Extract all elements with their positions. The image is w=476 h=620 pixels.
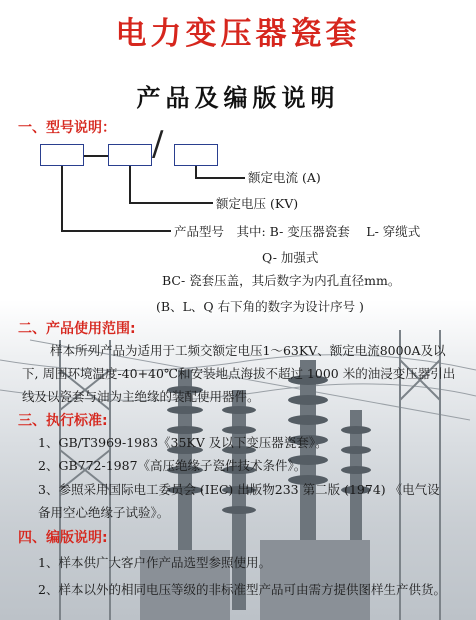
label-product-model: 产品型号 其中: B- 变压器瓷套 L- 穿缆式 [174, 224, 421, 239]
section3-heading: 三、执行标准: [18, 413, 108, 429]
leader-voltage-h [129, 202, 213, 204]
section1-heading: 一、型号说明： [18, 120, 116, 136]
standard-1: 1、GB/T3969-1983《35KV 及以下变压器瓷套》。 [38, 435, 328, 450]
slash-separator: / [152, 124, 164, 164]
model-box-voltage [108, 144, 152, 166]
model-box-current [174, 144, 218, 166]
label-rated-current: 额定电流 (A) [248, 170, 321, 185]
page-subtitle: 产品及编版说明 [136, 84, 340, 112]
label-rated-voltage: 额定电压 (KV) [216, 196, 299, 211]
edition-note-2: 2、样本以外的相同电压等级的非标准型产品可由需方提供图样生产供货。 [38, 582, 446, 597]
design-number-note: (B、L、Q 右下角的数字为设计序号 ) [156, 299, 364, 314]
section4-heading: 四、编版说明: [18, 530, 108, 546]
connector-line [84, 155, 108, 157]
page-title: 电力变压器瓷套 [115, 16, 361, 52]
section2-heading: 二、产品使用范围: [18, 321, 136, 337]
standard-3: 3、参照采用国际电工委员会 (IEC) 出版物233 第二版 (1974) 《电气设 [38, 482, 440, 497]
usage-line-1: 样本所列产品为适用于工频交额定电压1～63KV、额定电流8000A及以 [50, 343, 446, 358]
usage-line-2: 下, 周围环境温度-40+40℃和安装地点海拔不超过 1000 米的油浸变压器引出 [22, 366, 456, 381]
leader-model-h [61, 230, 171, 232]
usage-line-3: 线及以瓷套与油为主绝缘的装配使用器件。 [22, 389, 260, 404]
leader-current-h [195, 177, 245, 179]
model-box-type [40, 144, 84, 166]
standard-2: 2、GB772-1987《高压绝缘子瓷件技术条件》。 [38, 458, 307, 473]
leader-model-v [61, 166, 63, 231]
standard-3-continued: 备用空心绝缘子试验》。 [38, 505, 170, 520]
label-bc-type: BC- 瓷套压盖，其后数字为内孔直径mm。 [162, 273, 401, 288]
edition-note-1: 1、样本供广大客户作产品选型参照使用。 [38, 555, 271, 570]
leader-voltage-v [129, 166, 131, 203]
label-q-type: Q- 加强式 [262, 250, 319, 265]
